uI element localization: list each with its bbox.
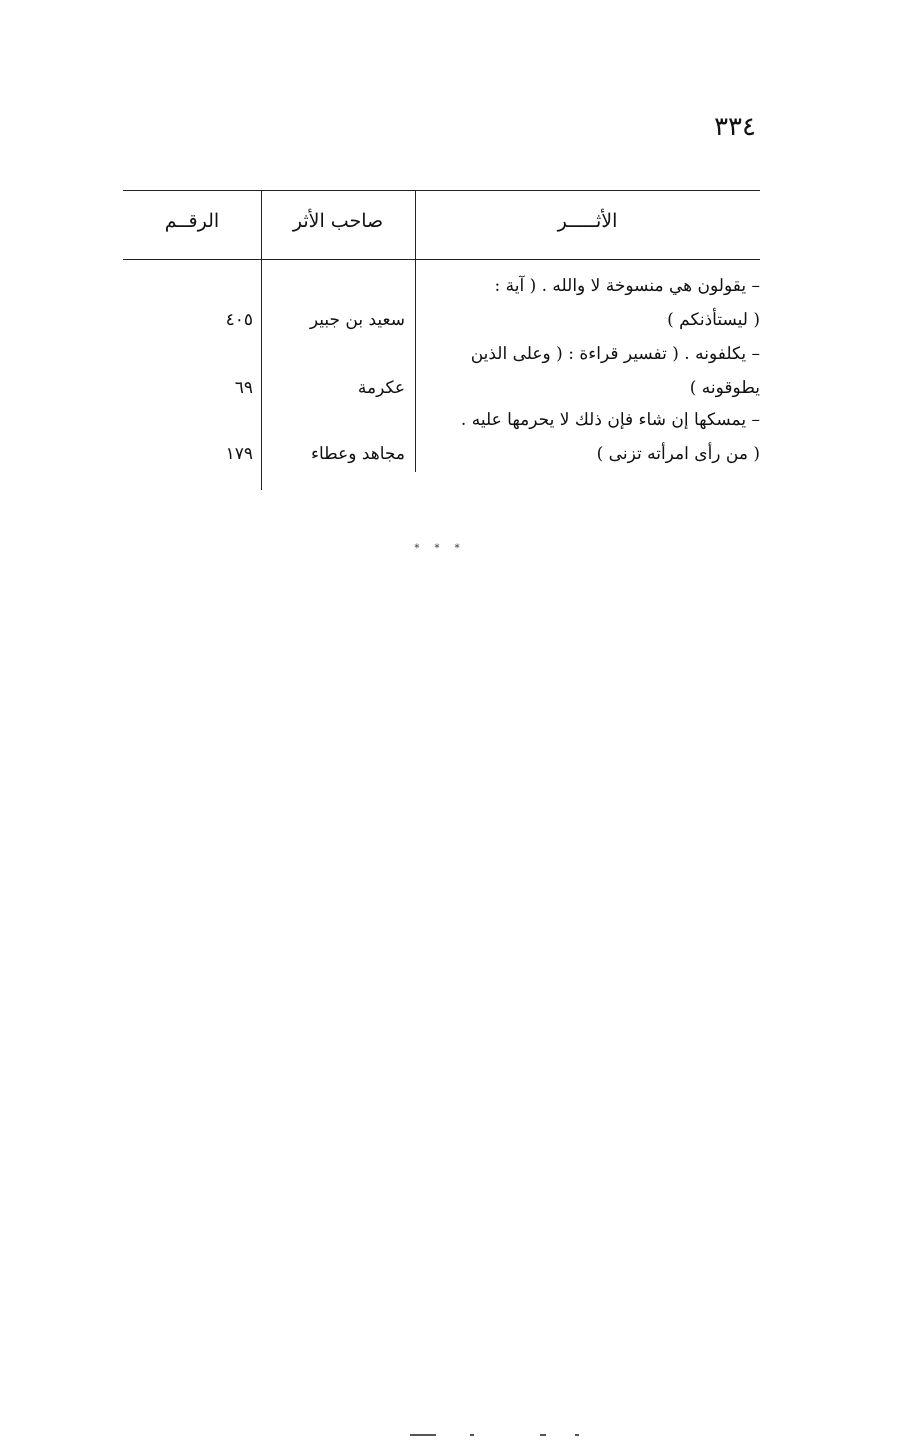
column-separator-number bbox=[261, 190, 262, 490]
athar-line: ( من رأى امرأته تزنى ) bbox=[596, 444, 760, 464]
header-athar: الأثـــــر bbox=[557, 210, 618, 232]
table-header-rule bbox=[123, 259, 760, 260]
athar-line: – يكلفونه . ( تفسير قراءة : ( وعلى الذين bbox=[470, 344, 760, 364]
number-cell: ١٧٩ bbox=[225, 444, 253, 464]
page-number: ٣٣٤ bbox=[714, 112, 756, 142]
athar-line: يطوقونه ) bbox=[689, 378, 760, 398]
header-number: الرقــم bbox=[164, 210, 220, 232]
athar-line: ( ليستأذنكم ) bbox=[667, 310, 760, 330]
number-cell: ٦٩ bbox=[234, 378, 253, 398]
author-cell: مجاهد وعطاء bbox=[310, 444, 405, 464]
column-separator-author bbox=[415, 190, 416, 472]
author-cell: سعيد بن جبير bbox=[309, 310, 405, 330]
athar-line: – يمسكها إن شاء فإن ذلك لا يحرمها عليه . bbox=[460, 410, 760, 430]
athar-table bbox=[123, 190, 760, 490]
author-cell: عكرمة bbox=[357, 378, 405, 398]
table-top-rule bbox=[123, 190, 760, 191]
athar-line: – يقولون هي منسوخة لا والله . ( آية : bbox=[494, 276, 760, 296]
number-cell: ٤٠٥ bbox=[225, 310, 253, 330]
section-separator: * * * bbox=[414, 543, 466, 554]
footer-scan-artifact bbox=[400, 1428, 600, 1442]
header-author: صاحب الأثر bbox=[292, 210, 384, 232]
